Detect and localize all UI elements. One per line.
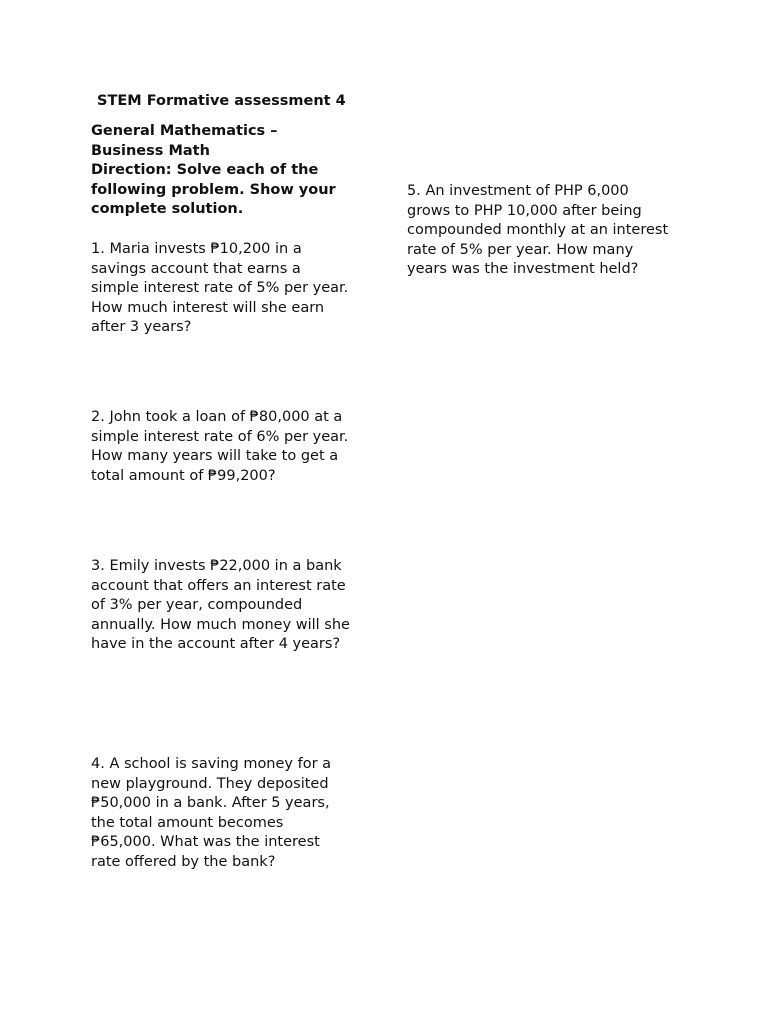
problem-3-line: have in the account after 4 years? [91, 636, 341, 653]
problem-2-line: total amount of ₱99,200? [91, 467, 276, 484]
problem-3-line: of 3% per year, compounded [91, 597, 303, 614]
problem-4-line: rate offered by the bank? [91, 853, 276, 870]
problem-3 [91, 557, 381, 655]
direction-line-1: Direction: Solve each of the [91, 162, 319, 179]
subject-line-2: Business Math [91, 142, 210, 159]
problem-2-line: How many years will take to get a [91, 448, 339, 465]
problem-3-line: annually. How much money will she [91, 616, 350, 633]
document-title: STEM Formative assessment 4 [97, 93, 346, 109]
problem-1-line: after 3 years? [91, 319, 192, 336]
problem-4-line: ₱50,000 in a bank. After 5 years, [91, 795, 330, 812]
problem-4 [91, 755, 381, 873]
subject-line-1: General Mathematics – [91, 123, 278, 139]
problem-2-line: 2. John took a loan of ₱80,000 at a [91, 409, 343, 425]
problem-3-line: 3. Emily invests ₱22,000 in a bank [91, 558, 342, 574]
problem-5-line: grows to PHP 10,000 after being [407, 202, 642, 219]
problem-4-line: 4. A school is saving money for a [91, 756, 332, 772]
problem-5-line: years was the investment held? [407, 261, 639, 278]
problem-5-line: compounded monthly at an interest [407, 222, 669, 239]
problem-1-line: savings account that earns a [91, 260, 301, 277]
problem-5 [407, 182, 697, 280]
problem-1-line: How much interest will she earn [91, 299, 325, 316]
subject-and-directions [91, 122, 381, 220]
direction-line-2: following problem. Show your [91, 181, 336, 198]
problem-4-line: the total amount becomes [91, 814, 284, 831]
problem-1-line: 1. Maria invests ₱10,200 in a [91, 241, 302, 257]
problem-3-line: account that offers an interest rate [91, 577, 346, 594]
problem-1-line: simple interest rate of 5% per year. [91, 280, 349, 297]
problem-5-line: rate of 5% per year. How many [407, 241, 634, 258]
problem-5-line: 5. An investment of PHP 6,000 [407, 183, 629, 199]
problem-2 [91, 408, 381, 486]
problem-4-line: ₱65,000. What was the interest [91, 834, 320, 851]
problem-4-line: new playground. They deposited [91, 775, 329, 792]
problem-2-line: simple interest rate of 6% per year. [91, 428, 349, 445]
direction-line-3: complete solution. [91, 201, 244, 218]
problem-1 [91, 240, 381, 338]
